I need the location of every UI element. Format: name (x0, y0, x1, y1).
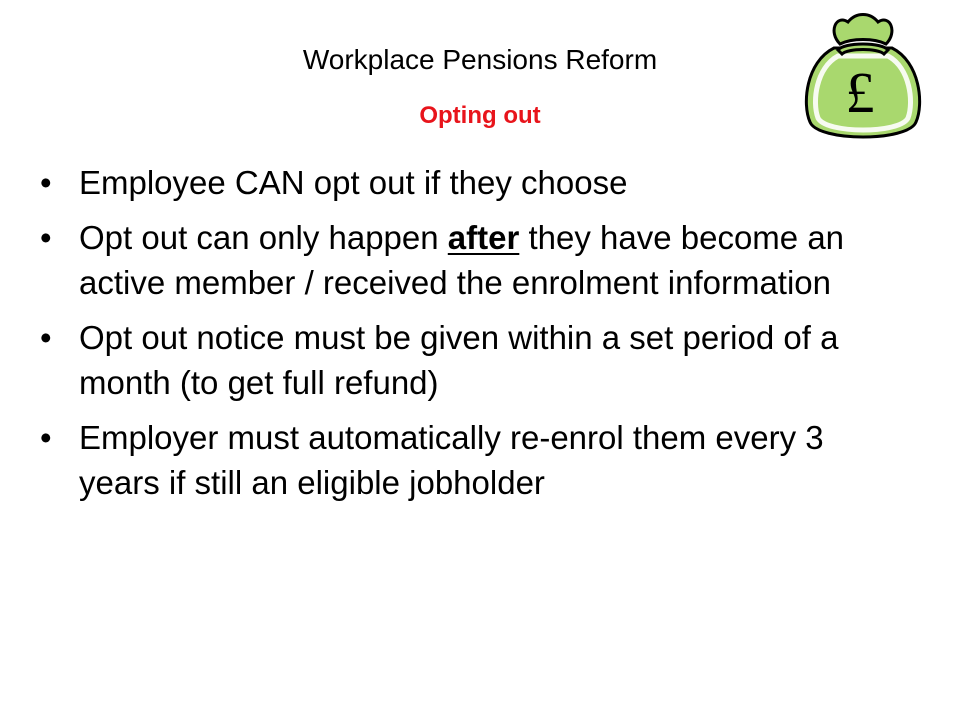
bullet-marker: • (40, 319, 52, 356)
bullet-text: Employee CAN opt out if they choose (79, 164, 628, 201)
bullet-emphasis: after (447, 219, 520, 256)
bullet-marker: • (40, 219, 52, 256)
bullet-marker: • (40, 419, 52, 456)
bullet-item (40, 315, 860, 405)
bullet-text-after: they have become an active member / received the enrolment information (79, 219, 845, 301)
bullet-item (40, 160, 860, 205)
slide-title-text: Workplace Pensions Reform (302, 44, 658, 75)
bullet-marker: • (40, 164, 52, 201)
bullet-item (40, 215, 860, 305)
pound-symbol: £ (845, 60, 875, 125)
bullet-list (40, 160, 860, 515)
bullet-item (40, 415, 860, 505)
slide-subtitle-text: Opting out (419, 102, 541, 129)
bullet-text-before: Opt out can only happen (79, 219, 448, 256)
money-bag-pound-icon (798, 4, 928, 144)
bullet-text: Employer must automatically re-enrol them every 3 years if still an eligible jobholder (79, 419, 824, 501)
bullet-text: Opt out notice must be given within a set period of a month (to get full refund) (79, 319, 839, 401)
